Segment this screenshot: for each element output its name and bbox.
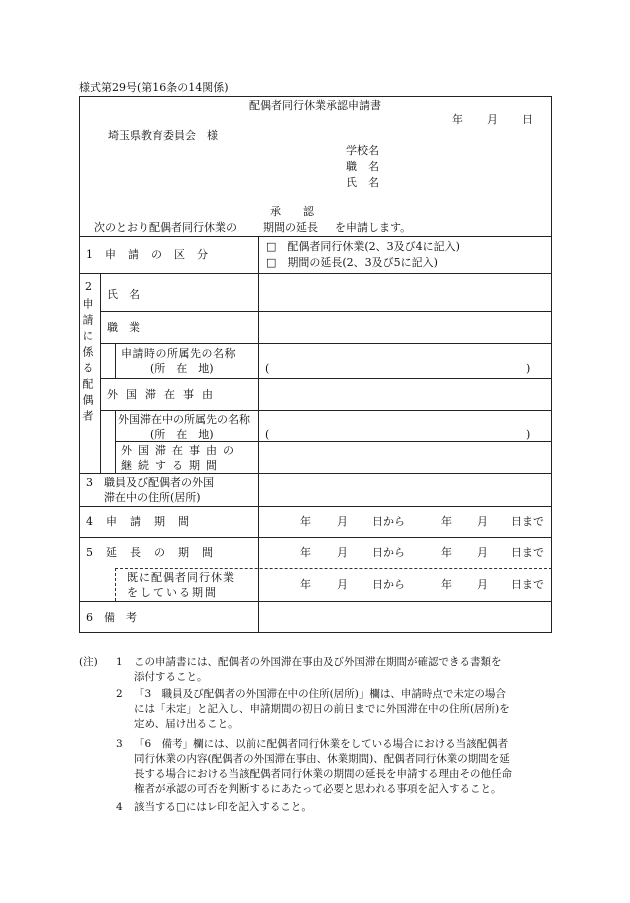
date-day: 日 xyxy=(522,113,533,126)
note1-number: 1 xyxy=(116,656,123,668)
row5-sub-month-from: 月 xyxy=(337,578,348,591)
affiliation-paren-open: ( xyxy=(265,362,270,375)
row1-choice-leave[interactable]: □ 配偶者同行休業(2、3及び4に記入) xyxy=(266,240,460,253)
abroad-paren-close: ) xyxy=(526,428,531,441)
row5-year-to: 年 xyxy=(441,546,452,559)
row5-month-to: 月 xyxy=(477,546,488,559)
abroad-affiliation-line1: 外国滞在中の所属先の名称 xyxy=(118,413,250,426)
note3-line3: 長する場合における当該配偶者同行休業の期間の延長を申請する理由その他任命 xyxy=(134,768,512,780)
notes-prefix: (注) xyxy=(79,656,98,668)
row1-choice-extension[interactable]: □ 期間の延長(2、3及び5に記入) xyxy=(266,256,438,269)
spouse-occupation-label: 職 業 xyxy=(107,321,140,334)
row5-label: 5 延 長 の 期 間 xyxy=(86,546,214,559)
request-option-extension: 期間の延長 xyxy=(263,221,318,234)
row5-sub-day-from: 日から xyxy=(372,578,405,591)
row4-month-to: 月 xyxy=(477,515,488,528)
row6-label: 6 備 考 xyxy=(86,611,137,624)
affiliation-label-line1: 申請時の所属先の名称 xyxy=(121,347,236,360)
row4-year-from: 年 xyxy=(300,515,311,528)
applicant-school: 学校名 xyxy=(346,144,379,157)
row5-sub-line1: 既に配偶者同行休業 xyxy=(127,571,235,584)
row5-sub-line2: をしている期間 xyxy=(127,586,218,599)
note3-line1: 「6 備考」欄には、以前に配偶者同行休業をしている場合における当該配偶者 xyxy=(134,738,509,750)
form-title: 配偶者同行休業承認申請書 xyxy=(249,99,381,112)
addressee: 埼玉県教育委員会 様 xyxy=(108,129,218,142)
row4-day-to: 日まで xyxy=(511,515,544,528)
note2-number: 2 xyxy=(116,688,123,700)
abroad-paren-open: ( xyxy=(265,428,270,441)
applicant-title: 職 名 xyxy=(346,160,379,173)
row3-label-line2: 滞在中の住所(居所) xyxy=(104,491,201,504)
note3-line2: 同行休業の内容(配偶者の外国滞在事由、休業期間)、配偶者同行休業の期間を延 xyxy=(134,753,510,765)
row3-label-line1: 3 職員及び配偶者の外国 xyxy=(86,476,214,489)
date-year: 年 xyxy=(452,113,463,126)
row1-label: 1 申 請 の 区 分 xyxy=(86,248,209,261)
abroad-reason-label: 外国滞在事由 xyxy=(107,388,221,401)
row5-year-from: 年 xyxy=(300,546,311,559)
row2-number: 2 xyxy=(85,280,92,293)
row5-sub-day-to: 日まで xyxy=(511,578,544,591)
note1-line1: この申請書には、配偶者の外国滞在事由及び外国滞在期間が確認できる書類を xyxy=(134,656,502,668)
note2-line2: には「未定」と記入し、申請期間の初日の前日までに外国滞在中の住所(居所)を xyxy=(134,703,510,715)
continue-period-line2: 継続する期間 xyxy=(121,459,223,472)
spouse-name-label: 氏 名 xyxy=(107,288,140,301)
form-number: 様式第29号(第16条の14関係) xyxy=(79,81,229,94)
applicant-name: 氏 名 xyxy=(346,176,379,189)
date-month: 月 xyxy=(487,113,498,126)
request-option-approval: 承 認 xyxy=(270,205,314,218)
note4-line1: 該当する□にはレ印を記入すること。 xyxy=(134,801,312,813)
row5-sub-month-to: 月 xyxy=(477,578,488,591)
row4-year-to: 年 xyxy=(441,515,452,528)
row5-month-from: 月 xyxy=(337,546,348,559)
row4-label: 4 申 請 期 間 xyxy=(86,515,190,528)
row4-day-from: 日から xyxy=(372,515,405,528)
request-suffix: を申請します。 xyxy=(335,221,412,234)
row4-month-from: 月 xyxy=(337,515,348,528)
note3-line4: 権者が承認の可否を判断するにあたって必要と思われる事項を記入すること。 xyxy=(134,783,502,795)
request-prefix: 次のとおり配偶者同行休業の xyxy=(94,221,237,234)
note2-line3: 定め、届け出ること。 xyxy=(134,718,239,730)
note3-number: 3 xyxy=(116,738,123,750)
note4-number: 4 xyxy=(116,801,123,813)
continue-period-line1: 外国滞在事由の xyxy=(121,444,240,457)
note1-line2: 添付すること。 xyxy=(134,671,208,683)
row2-side-label: 申請に係る配偶者 xyxy=(81,298,94,426)
affiliation-paren-close: ) xyxy=(526,362,531,375)
row5-sub-year-from: 年 xyxy=(300,578,311,591)
note2-line1: 「3 職員及び配偶者の外国滞在中の住所(居所)」欄は、申請時点で未定の場合 xyxy=(134,688,506,700)
row5-day-to: 日まで xyxy=(511,546,544,559)
row5-sub-year-to: 年 xyxy=(441,578,452,591)
abroad-affiliation-line2: (所 在 地) xyxy=(150,428,214,441)
row5-day-from: 日から xyxy=(372,546,405,559)
affiliation-label-line2: (所 在 地) xyxy=(150,362,214,375)
